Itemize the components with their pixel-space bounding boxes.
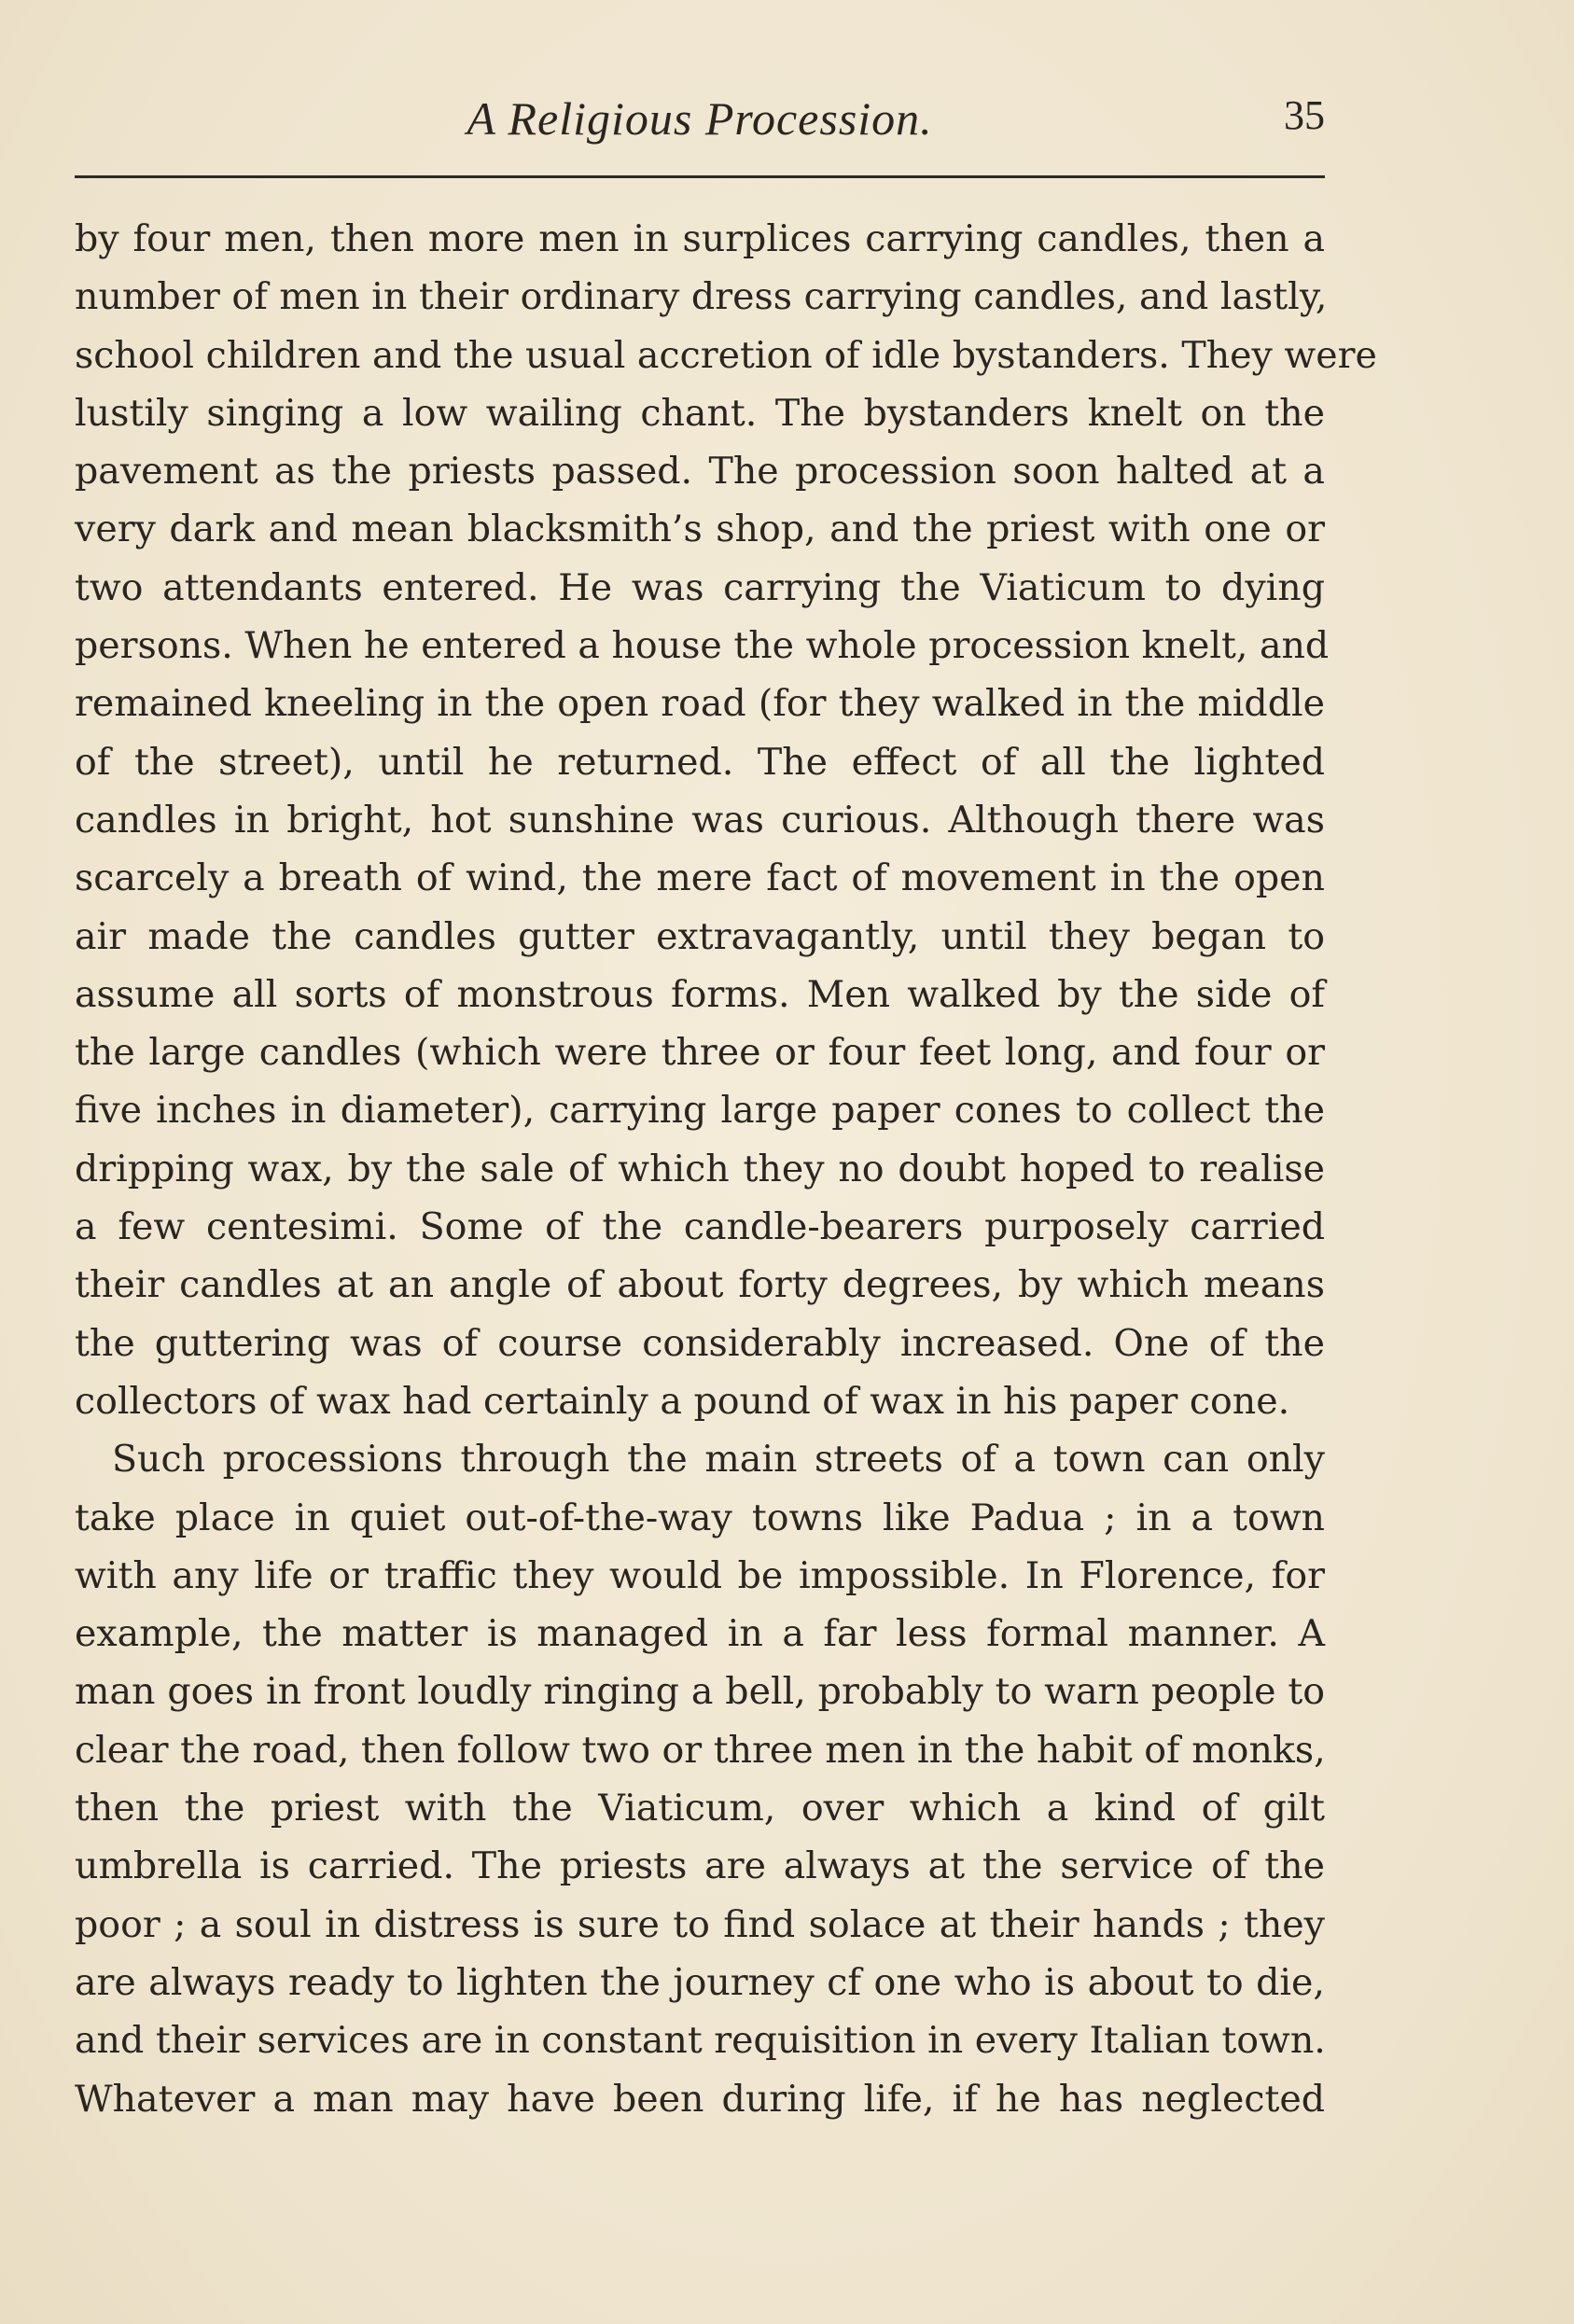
body-text xyxy=(75,210,1377,2128)
text-line: a few centesimi. Some of the candle-bearers purposely carried xyxy=(75,1205,1325,1249)
text-line: pavement as the priests passed. The procession soon halted at a xyxy=(75,450,1325,494)
text-line: dripping wax, by the sale of which they no doubt hoped to realise xyxy=(75,1147,1325,1190)
text-line: with any life or traffic they would be impossible. In Florence, for xyxy=(75,1553,1325,1597)
text-line: two attendants entered. He was carrying the Viaticum to dying xyxy=(75,565,1325,609)
running-head xyxy=(75,86,1325,151)
text-line: assume all sorts of monstrous forms. Men walked by the side of xyxy=(75,972,1325,1016)
text-line: very dark and mean blacksmith’s shop, and the priest with one or xyxy=(75,508,1325,551)
text-line: lustily singing a low wailing chant. The bystanders knelt on the xyxy=(75,391,1325,435)
text-line: clear the road, then follow two or three men in the habit of monks, xyxy=(75,1728,1326,1772)
text-line: poor ; a soul in distress is sure to find solace at their hands ; they xyxy=(75,1902,1325,1946)
header-rule xyxy=(75,175,1325,178)
text-line: example, the matter is managed in a far less formal manner. A xyxy=(75,1612,1325,1656)
text-line: five inches in diameter), carrying large paper cones to collect the xyxy=(75,1089,1325,1133)
text-line: candles in bright, hot sunshine was curious. Although there was xyxy=(75,798,1325,842)
text-line: scarcely a breath of wind, the mere fact of movement in the open xyxy=(75,856,1325,900)
text-line: and their services are in constant requisition in every Italian town. xyxy=(75,2019,1326,2063)
text-line: Whatever a man may have been during life, if he has neglected xyxy=(75,2077,1325,2121)
text-line: man goes in front loudly ringing a bell, probably to warn people to xyxy=(75,1670,1325,1714)
text-line: the guttering was of course considerably increased. One of the xyxy=(75,1321,1325,1365)
text-line: take place in quiet out-of-the-way towns like Padua ; in a town xyxy=(75,1496,1325,1539)
text-line: Such processions through the main streets of a town can only xyxy=(112,1438,1325,1482)
text-line: remained kneeling in the open road (for they walked in the middle xyxy=(75,682,1325,726)
text-line: umbrella is carried. The priests are always at the service of the xyxy=(75,1844,1325,1888)
text-line: are always ready to lighten the journey cf one who is about to die, xyxy=(75,1960,1325,2004)
text-line: collectors of wax had certainly a pound of wax in his paper cone. xyxy=(75,1379,1290,1423)
text-line: by four men, then more men in surplices carrying candles, then a xyxy=(75,217,1325,260)
text-line: the large candles (which were three or four feet long, and four or xyxy=(75,1031,1325,1075)
running-head-title: A Religious Procession. xyxy=(467,92,933,145)
text-line: of the street), until he returned. The effect of all the lighted xyxy=(75,740,1325,784)
text-line: persons. When he entered a house the whole procession knelt, and xyxy=(75,624,1330,668)
text-line: their candles at an angle of about forty degrees, by which means xyxy=(75,1263,1325,1307)
text-line: school children and the usual accretion of idle bystanders. They were xyxy=(75,333,1377,377)
text-line: then the priest with the Viaticum, over which a kind of gilt xyxy=(75,1787,1325,1830)
text-line: air made the candles gutter extravagantly, until they began to xyxy=(75,914,1325,958)
text-line: number of men in their ordinary dress carrying candles, and lastly, xyxy=(75,275,1328,319)
page-number: 35 xyxy=(1284,92,1325,138)
